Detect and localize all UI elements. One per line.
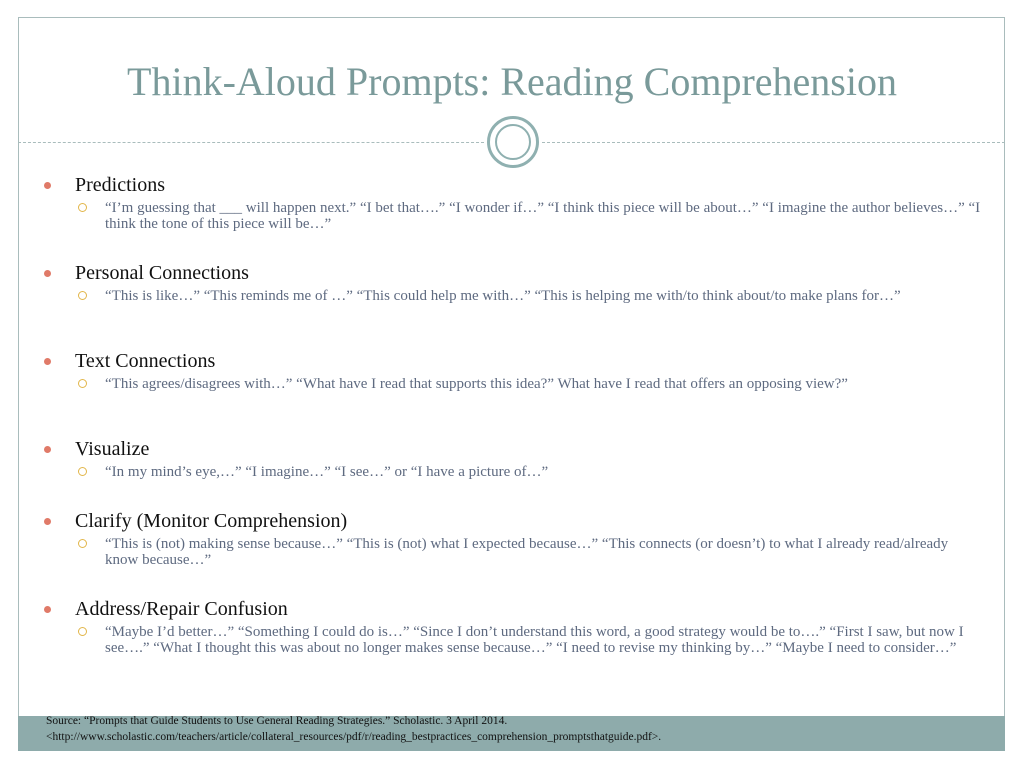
item-prompts: “I’m guessing that ___ will happen next.” “I bet that….” “I wonder if…” “I think this piece will be about…” “I imagine the author believes…” “I think the tone of this piece will be…” — [105, 200, 981, 232]
sub-bullet-icon — [78, 627, 87, 636]
item-heading: Text Connections — [75, 350, 216, 372]
item-heading: Clarify (Monitor Comprehension) — [75, 510, 348, 532]
circle-ornament-inner — [495, 124, 531, 160]
bullet-icon — [44, 358, 51, 365]
item-prompts: “This agrees/disagrees with…” “What have I read that supports this idea?” What have I read that offers an opposing view?” — [105, 376, 848, 392]
sub-bullet-icon — [78, 379, 87, 388]
item-heading: Visualize — [75, 438, 150, 460]
sub-bullet-icon — [78, 467, 87, 476]
item-heading: Predictions — [75, 174, 165, 196]
item-heading: Address/Repair Confusion — [75, 598, 288, 620]
bullet-icon — [44, 270, 51, 277]
bullet-icon — [44, 446, 51, 453]
sub-bullet-icon — [78, 539, 87, 548]
item-prompts: “This is (not) making sense because…” “This is (not) what I expected because…” “This connects (or doesn’t) to what I already read/already know because…” — [105, 536, 949, 568]
bullet-icon — [44, 182, 51, 189]
sub-bullet-icon — [78, 203, 87, 212]
title-divider-right — [542, 142, 1005, 143]
source-citation — [46, 713, 1006, 745]
source-citation-line2: <http://www.scholastic.com/teachers/article/collateral_resources/pdf/r/reading_bestpractices_comprehension_promptsthatguide.pdf>. — [46, 731, 662, 743]
bullet-icon — [44, 518, 51, 525]
item-heading: Personal Connections — [75, 262, 249, 284]
source-citation-line1: Source: “Prompts that Guide Students to Use General Reading Strategies.” Scholastic. 3 April 2014. — [46, 715, 508, 727]
item-prompts: “This is like…” “This reminds me of …” “This could help me with…” “This is helping me with/to think about/to make plans for…” — [105, 288, 901, 304]
circle-ornament-icon — [487, 116, 539, 168]
item-prompts: “In my mind’s eye,…” “I imagine…” “I see…” or “I have a picture of…” — [105, 464, 549, 480]
slide-title: Think-Aloud Prompts: Reading Comprehension — [127, 59, 897, 104]
sub-bullet-icon — [78, 291, 87, 300]
item-prompts: “Maybe I’d better…” “Something I could do is…” “Since I don’t understand this word, a good strategy would be to….” “First I saw, but now I see….” “What I thought this was about no longer makes sense because…” “I need to revise my thinking by…” “Maybe I need to consider…” — [105, 624, 964, 656]
title-divider-left — [18, 142, 484, 143]
bullet-icon — [44, 606, 51, 613]
